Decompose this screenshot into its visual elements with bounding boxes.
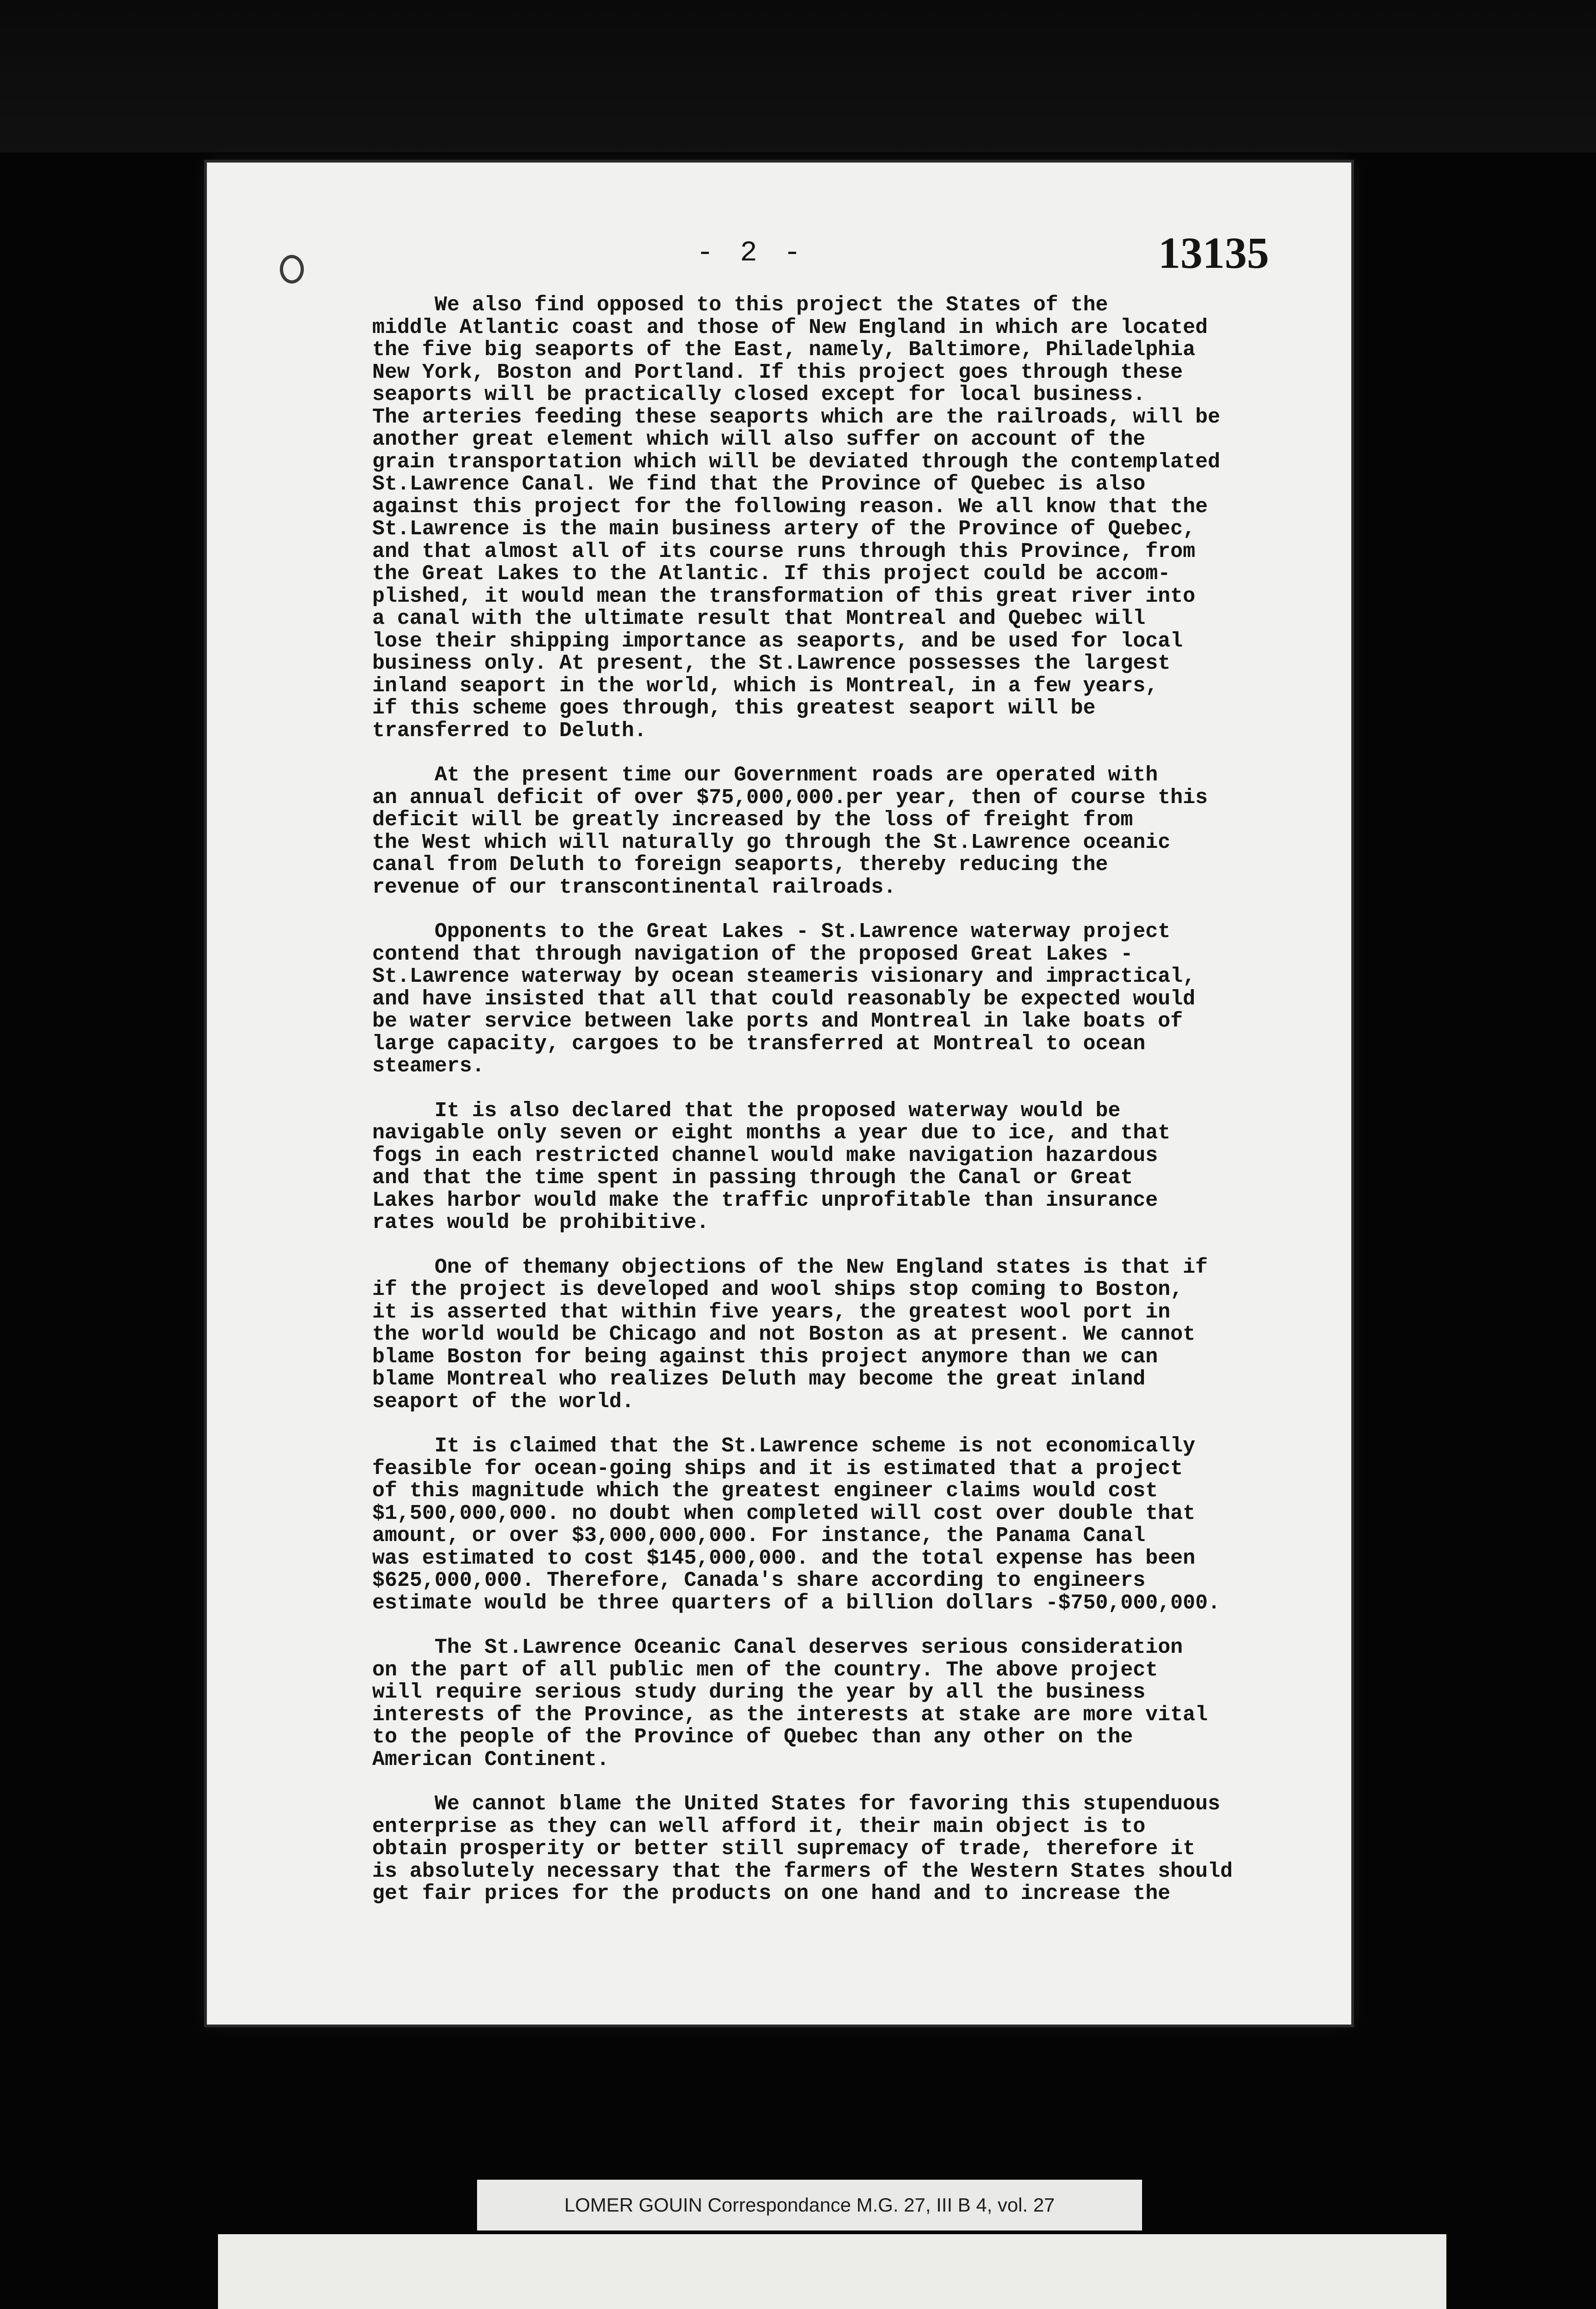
text-line: the West which will naturally go through the St.Lawrence oceanic	[372, 830, 1171, 854]
text-line: an annual deficit of over $75,000,000.per year, then of course this	[372, 786, 1208, 810]
text-line: seaport of the world.	[372, 1390, 635, 1414]
text-line: $1,500,000,000. no doubt when completed will cost over double that	[372, 1501, 1196, 1525]
text-line: It is claimed that the St.Lawrence scheme is not economically	[372, 1434, 1196, 1458]
text-line: At the present time our Government roads are operated with	[372, 763, 1158, 787]
archive-reference-caption: LOMER GOUIN Correspondance M.G. 27, III B 4, vol. 27	[477, 2180, 1142, 2230]
text-line: is absolutely necessary that the farmers of the Western States should	[372, 1859, 1233, 1883]
text-line: be water service between lake ports and Montreal in lake boats of	[372, 1009, 1183, 1033]
film-band-top	[0, 0, 1596, 152]
text-line: The arteries feeding these seaports which are the railroads, will be	[372, 405, 1221, 429]
text-line: American Continent.	[372, 1747, 610, 1771]
text-line: seaports will be practically closed except for local business.	[372, 383, 1146, 406]
text-line: enterprise as they can well afford it, their main object is to	[372, 1814, 1146, 1838]
text-line: contend that through navigation of the proposed Great Lakes -	[372, 942, 1133, 966]
text-line: and have insisted that all that could reasonably be expected would	[372, 987, 1196, 1011]
text-line: deficit will be greatly increased by the loss of freight from	[372, 808, 1133, 832]
text-line: the world would be Chicago and not Boston as at present. We cannot	[372, 1323, 1196, 1346]
punch-hole	[280, 255, 304, 284]
text-line: The St.Lawrence Oceanic Canal deserves serious consideration	[372, 1636, 1183, 1659]
text-line: Lakes harbor would make the traffic unprofitable than insurance	[372, 1188, 1158, 1212]
text-line: on the part of all public men of the country. The above project	[372, 1658, 1158, 1682]
text-line: amount, or over $3,000,000,000. For instance, the Panama Canal	[372, 1524, 1146, 1547]
document-page	[207, 163, 1351, 2025]
text-line: rates would be prohibitive.	[372, 1211, 709, 1234]
text-line: it is asserted that within five years, the greatest wool port in	[372, 1300, 1171, 1324]
paragraph	[372, 1100, 1347, 1234]
text-line: the Great Lakes to the Atlantic. If this project could be accom-	[372, 562, 1171, 586]
text-line: canal from Deluth to foreign seaports, thereby reducing the	[372, 853, 1108, 876]
document-number: 13135	[1158, 228, 1269, 278]
text-line: revenue of our transcontinental railroads.	[372, 875, 896, 899]
paragraph	[372, 1793, 1347, 1905]
text-line: New York, Boston and Portland. If this project goes through these	[372, 360, 1183, 384]
text-line: if this scheme goes through, this greatest seaport will be	[372, 696, 1096, 720]
text-line: Opponents to the Great Lakes - St.Lawrence waterway project	[372, 920, 1171, 943]
text-line: blame Montreal who realizes Deluth may become the great inland	[372, 1367, 1146, 1391]
text-line: was estimated to cost $145,000,000. and the total expense has been	[372, 1546, 1196, 1570]
text-line: We also find opposed to this project the States of the	[372, 293, 1108, 317]
text-line: interests of the Province, as the interests at stake are more vital	[372, 1703, 1208, 1727]
text-line: get fair prices for the products on one hand and to increase the	[372, 1882, 1171, 1905]
text-line: transferred to Deluth.	[372, 719, 647, 743]
text-line: navigable only seven or eight months a year due to ice, and that	[372, 1121, 1171, 1145]
paragraph	[372, 1435, 1347, 1614]
page-number: - 2 -	[696, 236, 806, 269]
text-line: will require serious study during the year by all the business	[372, 1680, 1146, 1704]
text-line: large capacity, cargoes to be transferred at Montreal to ocean	[372, 1032, 1146, 1056]
text-line: We cannot blame the United States for favoring this stupenduous	[372, 1792, 1221, 1816]
text-line: to the people of the Province of Quebec than any other on the	[372, 1725, 1133, 1749]
text-line: fogs in each restricted channel would make navigation hazardous	[372, 1143, 1158, 1167]
text-line: the five big seaports of the East, namely, Baltimore, Philadelphia	[372, 338, 1196, 362]
text-line: inland seaport in the world, which is Montreal, in a few years,	[372, 674, 1158, 698]
letter-body	[372, 294, 1347, 1928]
text-line: estimate would be three quarters of a billion dollars -$750,000,000.	[372, 1591, 1221, 1615]
text-line: obtain prosperity or better still supremacy of trade, therefore it	[372, 1837, 1196, 1861]
text-line: St.Lawrence is the main business artery of the Province of Quebec,	[372, 517, 1196, 541]
text-line: another great element which will also suffer on account of the	[372, 428, 1146, 451]
paragraph	[372, 921, 1347, 1078]
text-line: and that the time spent in passing through the Canal or Great	[372, 1166, 1133, 1190]
archive-label	[218, 2234, 1446, 2309]
text-line: against this project for the following reason. We all know that the	[372, 495, 1208, 519]
paragraph	[372, 764, 1347, 899]
text-line: and that almost all of its course runs through this Province, from	[372, 539, 1196, 563]
text-line: $625,000,000. Therefore, Canada's share according to engineers	[372, 1569, 1146, 1592]
paragraph	[372, 1637, 1347, 1771]
text-line: St.Lawrence Canal. We find that the Province of Quebec is also	[372, 472, 1146, 496]
text-line: middle Atlantic coast and those of New England in which are located	[372, 315, 1208, 339]
text-line: business only. At present, the St.Lawrence possesses the largest	[372, 652, 1171, 675]
paragraph	[372, 1257, 1347, 1414]
text-line: One of themany objections of the New England states is that if	[372, 1255, 1208, 1279]
text-line: St.Lawrence waterway by ocean steameris visionary and impractical,	[372, 965, 1196, 988]
text-line: feasible for ocean-going ships and it is estimated that a project	[372, 1457, 1183, 1481]
text-line: plished, it would mean the transformation of this great river into	[372, 584, 1196, 608]
text-line: of this magnitude which the greatest engineer claims would cost	[372, 1479, 1158, 1503]
text-line: lose their shipping importance as seaports, and be used for local	[372, 629, 1183, 653]
text-line: steamers.	[372, 1054, 485, 1078]
text-line: It is also declared that the proposed waterway would be	[372, 1099, 1121, 1123]
text-line: if the project is developed and wool ships stop coming to Boston,	[372, 1278, 1183, 1301]
text-line: grain transportation which will be deviated through the contemplated	[372, 450, 1221, 474]
text-line: a canal with the ultimate result that Montreal and Quebec will	[372, 607, 1146, 630]
text-line: blame Boston for being against this project anymore than we can	[372, 1345, 1158, 1369]
paragraph	[372, 294, 1347, 742]
